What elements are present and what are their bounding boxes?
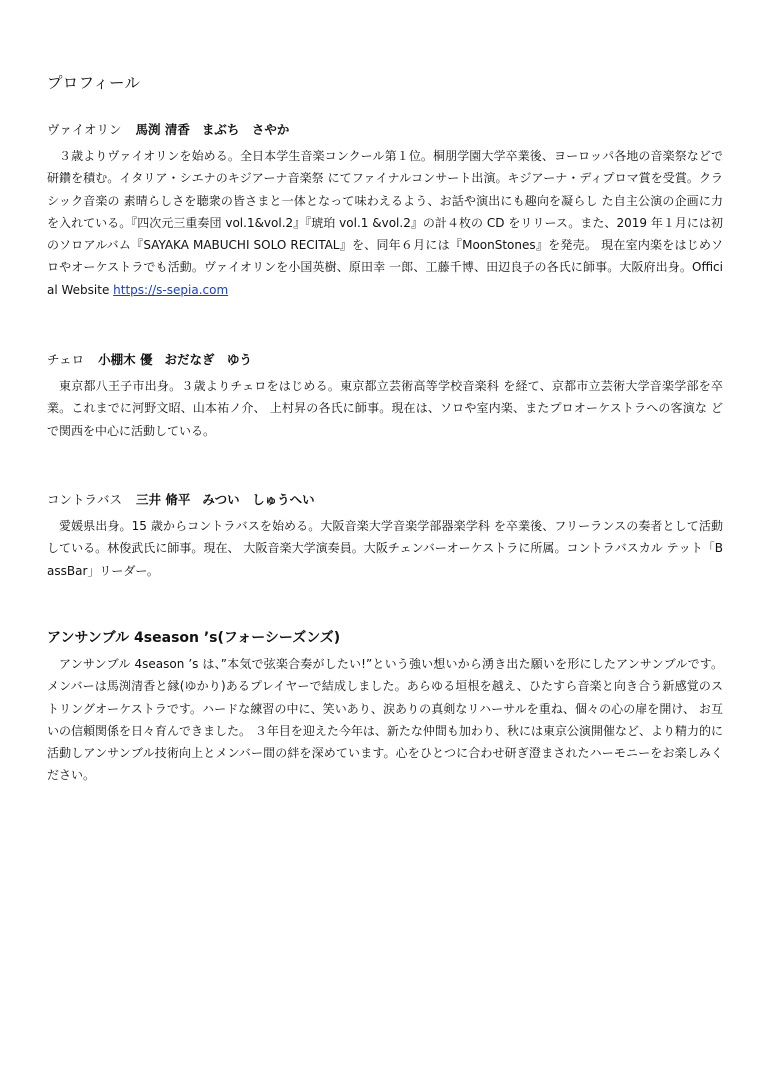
cello-kana: おだなぎ ゆう xyxy=(164,352,252,367)
violin-name: 馬渕 清香 xyxy=(135,122,190,137)
violin-bio xyxy=(47,145,723,301)
violin-role: ヴァイオリン xyxy=(47,122,122,137)
contrabass-name: 三井 脩平 xyxy=(136,492,191,507)
contrabass-profile xyxy=(47,491,723,582)
ensemble-description: アンサンブル 4season ’s は、”本気で弦楽合奏がしたい!”という強い想いから湧き出た願いを形にしたアンサンブルです。メンバーは馬渕清香と縁(ゆかり)あるプレイヤーで結成しました。あらゆる垣根を越え、ひたすら音楽と向き合う新感覚のストリングオーケストラです。ハードな練習の中に、笑いあり、涙ありの真剣なリハーサルを重ね、個々の心の扉を開け、 お互いの信頼関係を日々育んできました。 ３年目を迎えた今年は、新たな仲間も加わり、秋には東京公演開催など、より精力的に活動しアンサンブル技術向上とメンバー間の絆を深めています。心をひとつに合わせ研ぎ澄まされたハーモニーをお楽しみください。 xyxy=(47,657,723,783)
cello-name: 小棚木 優 xyxy=(98,352,153,367)
cello-profile xyxy=(47,351,723,442)
cello-role: チェロ xyxy=(47,352,85,367)
violin-bio-text: ３歳よりヴァイオリンを始める。全日本学生音楽コンクール第１位。桐朋学園大学卒業後、ヨーロッパ各地の音楽祭などで研鑽を積む。イタリア・シエナのキジアーナ音楽祭 にてファイナルコンサート出演。キジアーナ・ディプロマ賞を受賞。クラシック音楽の 素晴らしさを聴衆の皆さまと一体となって味わえるよう、お話や演出にも趣向を凝らし た自主公演の企画に力を入れている。『四次元三重奏団 vol.1&vol.2』『琥珀 vol.1 &vol.2』の計４枚の CD をリリース。また、2019 年１月には初のソロアルバム『SAYAKA MABUCHI SOLO RECITAL』を、同年６月には『MoonStones』を発売。 現在室内楽をはじめソロやオーケストラでも活動。ヴァイオリンを小国英樹、原田幸 一郎、工藤千博、田辺良子の各氏に師事。大阪府出身。Official Website xyxy=(47,149,723,297)
cello-bio: 東京都八王子市出身。３歳よりチェロをはじめる。東京都立芸術高等学校音楽科 を経て、京都市立芸術大学音楽学部を卒業。これまでに河野文昭、山本祐ノ介、 上村昇の各氏に師事。現在は、ソロや室内楽、またプロオーケストラへの客演な どで関西を中心に活動している。 xyxy=(47,379,723,438)
contrabass-role: コントラバス xyxy=(47,492,123,507)
contrabass-title xyxy=(47,491,723,509)
page-title: プロフィール xyxy=(47,74,141,92)
violin-title xyxy=(47,121,723,139)
violin-profile xyxy=(47,121,723,301)
violin-kana: まぶち さやか xyxy=(201,122,290,137)
ensemble-title: アンサンブル 4season ’s(フォーシーズンズ) xyxy=(47,630,341,646)
cello-title xyxy=(47,351,723,369)
contrabass-bio: 愛媛県出身。15 歳からコントラバスを始める。大阪音楽大学音楽学部器楽学科 を卒業後、フリーランスの奏者として活動している。林俊武氏に師事。現在、 大阪音楽大学演奏員。大阪チェンバーオーケストラに所属。コントラバスカル テット「BassBar」リーダー。 xyxy=(47,519,723,578)
ensemble-profile xyxy=(47,629,723,787)
contrabass-kana: みつい しゅうへい xyxy=(202,492,315,507)
official-website-link[interactable]: https://s-sepia.com xyxy=(113,282,229,297)
